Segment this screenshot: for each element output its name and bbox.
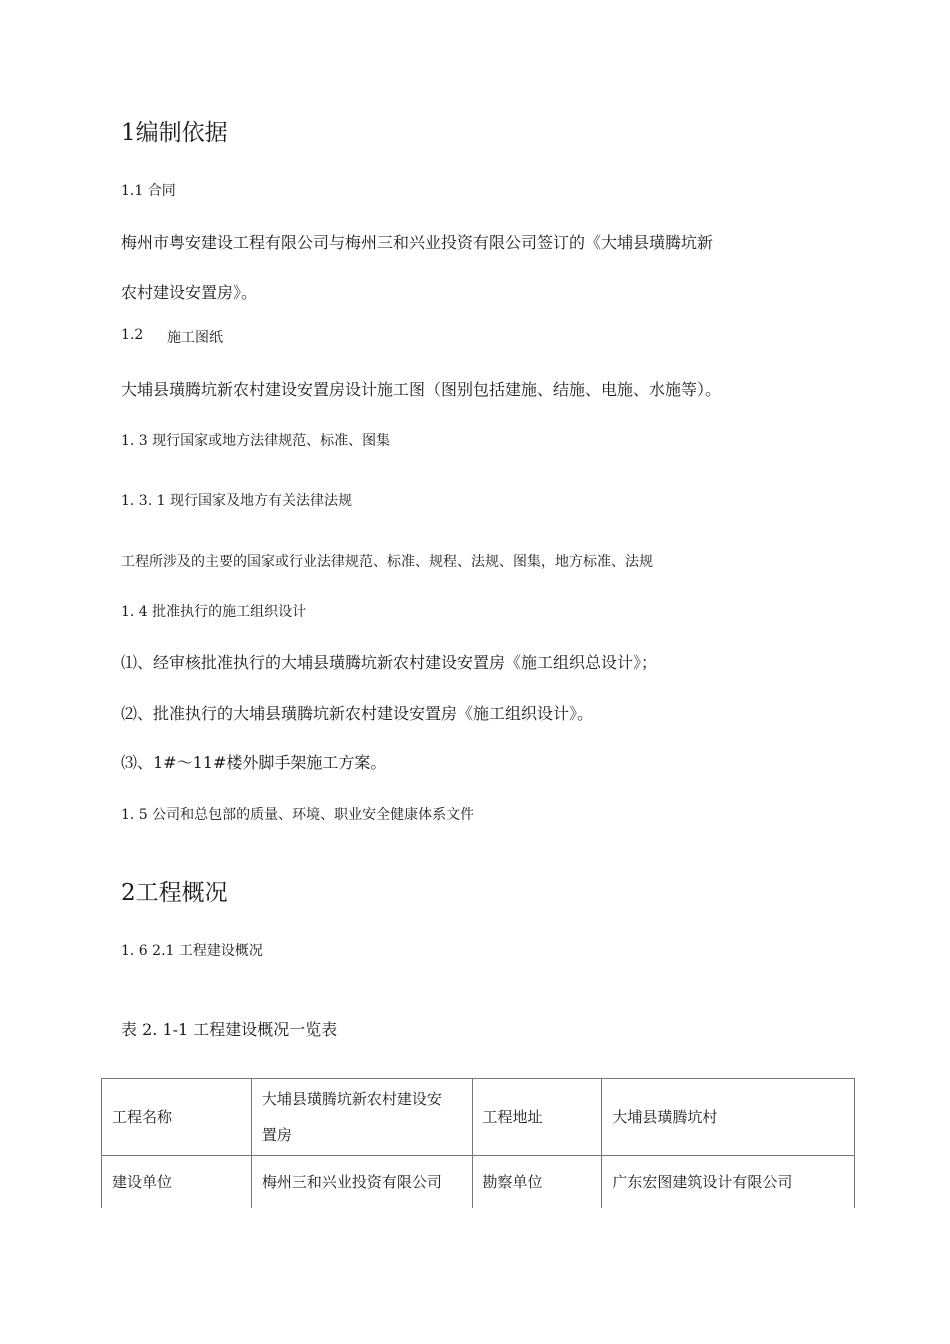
contract-text-line-1: 梅州市粤安建设工程有限公司与梅州三和兴业投资有限公司签订的《大埔县璜腾坑新	[121, 233, 714, 252]
subsection-2-1-title: 1. 6 2.1 工程建设概况	[121, 943, 263, 959]
table-cell-owner-label: 建设单位	[102, 1156, 252, 1209]
table-caption: 表 2. 1-1 工程建设概况一览表	[121, 1020, 338, 1039]
subsection-1-2-number: 1.2	[121, 327, 144, 343]
laws-text: 工程所涉及的主要的国家或行业法律规范、标准、规程、法规、图集，地方标准、法规	[121, 554, 653, 570]
project-overview-table	[101, 1078, 855, 1208]
approved-item-2: ⑵、批准执行的大埔县璜腾坑新农村建设安置房《施工组织设计》。	[121, 704, 594, 723]
contract-text-line-2: 农村建设安置房》。	[121, 283, 258, 302]
table-cell-survey-value: 广东宏图建筑设计有限公司	[602, 1156, 855, 1209]
table-cell-owner-value: 梅州三和兴业投资有限公司	[251, 1156, 472, 1209]
table-cell-project-address-label: 工程地址	[472, 1079, 602, 1156]
drawings-text: 大埔县璜腾坑新农村建设安置房设计施工图（图别包括建施、结施、电施、水施等）。	[121, 380, 722, 399]
table-cell-survey-label: 勘察单位	[472, 1156, 602, 1209]
subsection-1-5-title: 1. 5 公司和总包部的质量、环境、职业安全健康体系文件	[121, 807, 475, 823]
subsection-1-2-title: 施工图纸	[167, 330, 223, 346]
project-name-line-1: 大埔县璜腾坑新农村建设安	[261, 1090, 442, 1108]
subsection-1-4-title: 1. 4 批准执行的施工组织设计	[121, 604, 307, 620]
table-row	[102, 1156, 855, 1209]
project-name-line-2: 置房	[261, 1126, 292, 1144]
table-cell-project-address-value: 大埔县璜腾坑村	[602, 1079, 855, 1156]
approved-item-1: ⑴、经审核批准执行的大埔县璜腾坑新农村建设安置房《施工组织总设计》；	[121, 653, 658, 672]
section-2-heading: 2工程概况	[121, 880, 228, 906]
table-row	[102, 1079, 855, 1156]
section-1-heading: 1编制依据	[121, 120, 228, 146]
approved-item-3: ⑶、1#〜11#楼外脚手架施工方案。	[121, 753, 387, 772]
subsection-1-1-title: 1.1 合同	[121, 183, 176, 199]
table-cell-project-name-value	[251, 1079, 472, 1156]
subsection-1-3-1-title: 1. 3. 1 现行国家及地方有关法律法规	[121, 493, 352, 509]
subsection-1-3-title: 1. 3 现行国家或地方法律规范、标准、图集	[121, 433, 391, 449]
table-cell-project-name-label: 工程名称	[102, 1079, 252, 1156]
